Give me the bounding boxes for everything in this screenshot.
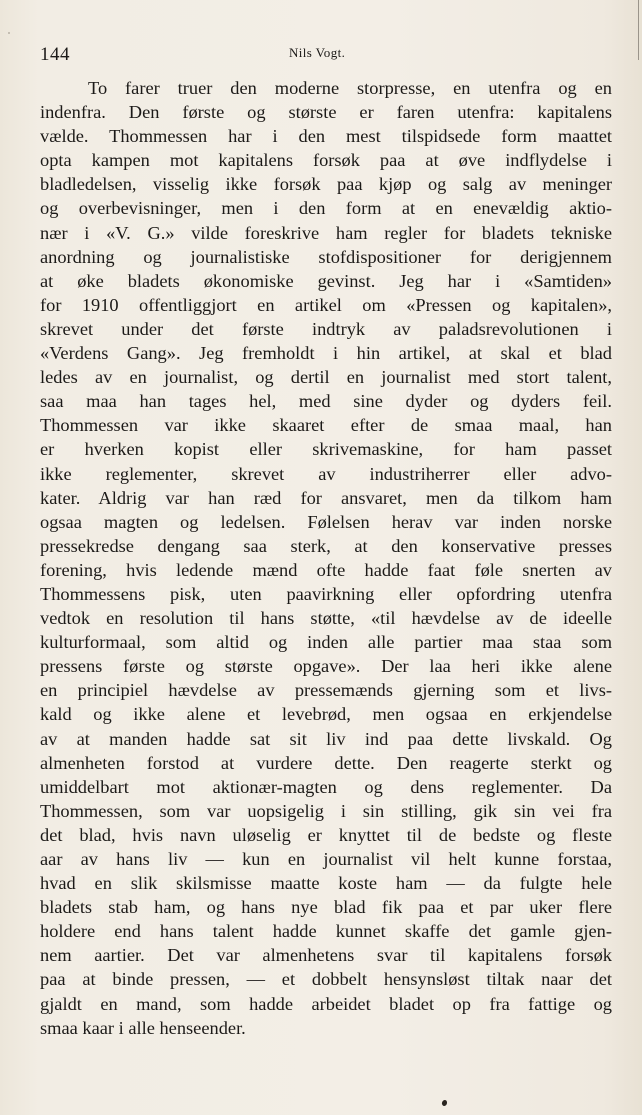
text-line: nem aartier. Det var almenhetens svar til kapitalens forsøk <box>40 945 612 966</box>
text-line: en principiel hævdelse av pressemænds gjerning som et livs- <box>40 680 612 701</box>
text-line: forening, hvis ledende mænd ofte hadde faat føle snerten av <box>40 559 612 580</box>
text-line: bladledelsen, visselig ikke forsøk paa kjøp og salg av meninger <box>40 174 612 195</box>
text-line: paa at binde pressen, — et dobbelt hensynsløst tiltak naar det <box>40 969 612 990</box>
paper-speck <box>8 32 10 34</box>
body-text <box>40 76 612 1040</box>
text-line: vælde. Thommessen har i den mest tilspidsede form maattet <box>40 126 612 147</box>
text-line: Thommessens pisk, uten paavirkning eller opfordring utenfra <box>40 583 612 604</box>
text-line: opta kampen mot kapitalens forsøk paa at øve indflydelse i <box>40 150 612 171</box>
text-line: det blad, hvis navn uløselig er knyttet til de bedste og fleste <box>40 824 612 845</box>
text-line: kater. Aldrig var han ræd for ansvaret, men da tilkom ham <box>40 487 612 508</box>
text-line: holdere end hans talent hadde kunnet skaffe det gamle gjen- <box>40 921 612 942</box>
text-line: ikke reglementer, skrevet av industriherrer eller advo- <box>40 463 612 484</box>
text-line: aar av hans liv — kun en journalist vil helt kunne forstaa, <box>40 849 612 869</box>
text-line: og overbevisninger, men i den form at en enevældig aktio- <box>40 198 612 219</box>
text-line: saa maa han tages hel, med sine dyder og dyders feil. <box>40 391 612 412</box>
text-line: er hverken kopist eller skrivemaskine, for ham passet <box>40 439 612 460</box>
text-line: pressens første og største opgave». Der laa heri ikke alene <box>40 656 612 677</box>
ink-dot-ornament <box>441 1099 448 1106</box>
text-line: kulturformaal, som altid og inden alle partier maa staa som <box>40 632 612 653</box>
text-line: at øke bladets økonomiske gevinst. Jeg har i «Samtiden» <box>40 270 612 291</box>
text-line: gjaldt en mand, som hadde arbeidet bladet op fra fattige og <box>40 993 612 1014</box>
text-line: av at manden hadde sat sit liv ind paa dette livskald. Og <box>40 728 612 749</box>
page-header <box>40 40 610 72</box>
text-line: vedtok en resolution til hans støtte, «til hævdelse av de ideelle <box>40 608 612 629</box>
page-edge-line <box>638 0 639 60</box>
text-line: hvad en slik skilsmisse maatte koste ham — da fulgte hele <box>40 873 612 894</box>
text-line: for 1910 offentliggjort en artikel om «Pressen og kapitalen», <box>40 294 612 315</box>
text-line: kald og ikke alene et levebrød, men ogsaa en erkjendelse <box>40 704 612 725</box>
text-line: skrevet under det første indtryk av paladsrevolutionen i <box>40 318 612 339</box>
text-line: Thommessen, som var uopsigelig i sin stilling, gik sin vei fra <box>40 800 612 821</box>
text-line: pressekredse dengang saa sterk, at den konservative presses <box>40 535 612 556</box>
text-line: indenfra. Den første og største er faren utenfra: kapitalens <box>40 102 612 123</box>
page-number: 144 <box>40 44 70 65</box>
text-line: smaa kaar i alle henseender. <box>40 1017 246 1038</box>
text-line: anordning og journalistiske stofdispositioner for derigjennem <box>40 246 612 267</box>
text-line: ledes av en journalist, og dertil en journalist med stort talent, <box>40 367 612 388</box>
text-line: nær i «V. G.» vilde foreskrive ham regler for bladets tekniske <box>40 222 612 243</box>
text-line: «Verdens Gang». Jeg fremholdt i hin artikel, at skal et blad <box>40 343 612 364</box>
text-line: To farer truer den moderne storpresse, en utenfra og en <box>88 78 612 98</box>
text-line: almenheten forstod at vurdere dette. Den reagerte sterkt og <box>40 752 612 773</box>
text-line: bladets stab ham, og hans nye blad fik paa et par uker flere <box>40 897 612 918</box>
running-head: Nils Vogt. <box>289 45 346 60</box>
text-line: umiddelbart mot aktionær-magten og dens reglementer. Da <box>40 776 612 797</box>
text-line: Thommessen var ikke skaaret efter de smaa maal, han <box>40 415 612 436</box>
text-line: ogsaa magten og ledelsen. Følelsen herav var inden norske <box>40 511 612 532</box>
